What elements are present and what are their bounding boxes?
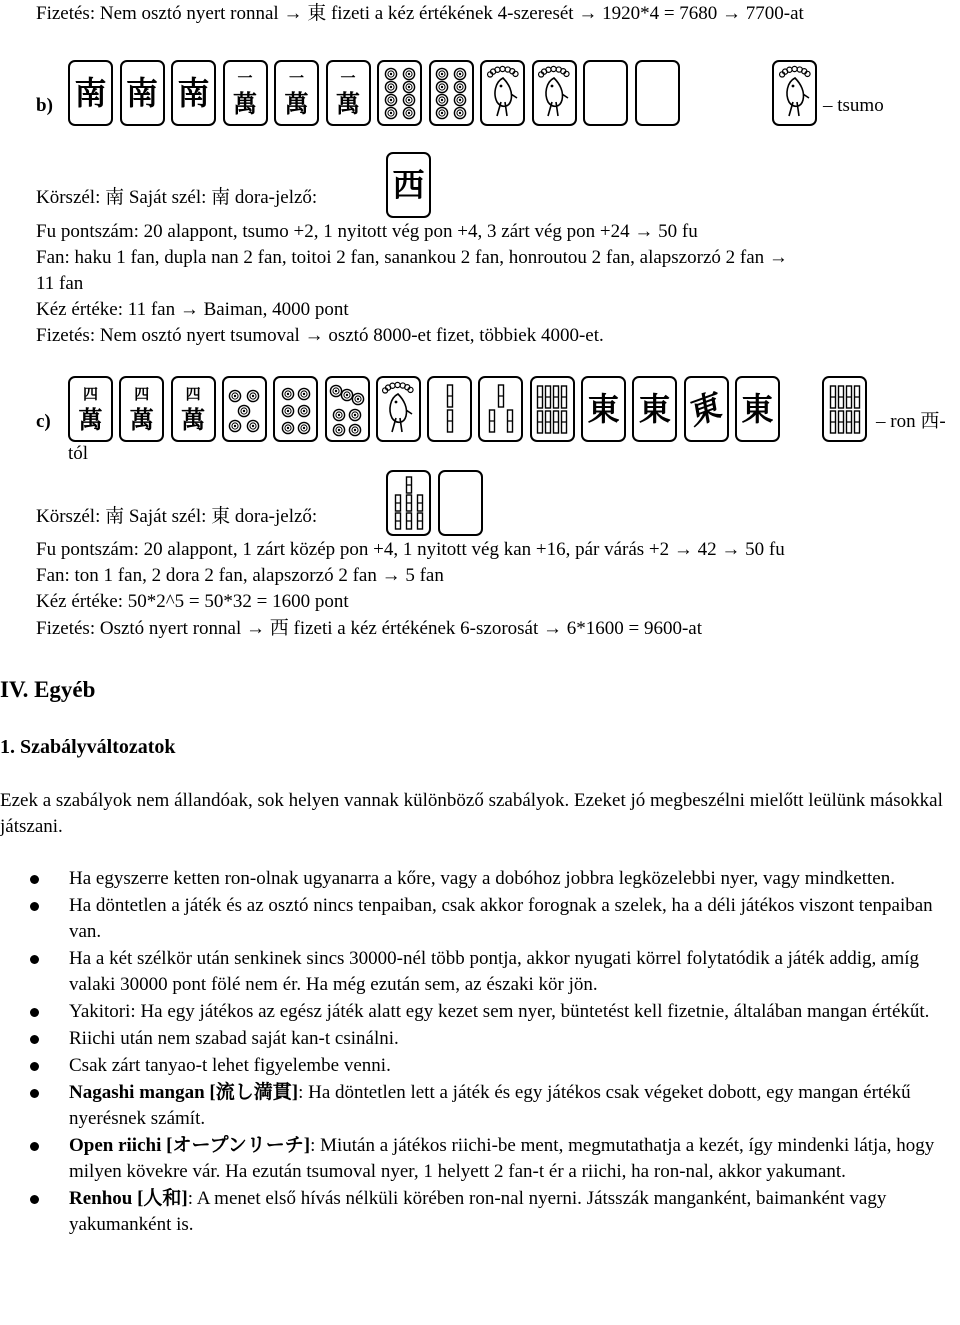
fan-line-c: Fan: ton 1 fan, 2 dora 2 fan, alapszorzó 2 fan → 5 fan <box>36 565 444 586</box>
tile-number: 四 <box>82 384 98 403</box>
winds-line-c: Körszél: 南 Saját szél: 東 dora-jelző: <box>36 506 318 527</box>
tile-glyph: 東 <box>587 390 620 428</box>
winning-tile-c <box>822 376 872 446</box>
subsection-title: 1. Szabályváltozatok <box>0 736 176 758</box>
rule-text: Csak zárt tanyao-t lehet figyelembe venni. <box>69 1055 391 1076</box>
value-line-b: Kéz értéke: 11 fan → Baiman, 4000 pont <box>36 299 349 320</box>
fu-line-b: Fu pontszám: 20 alappont, tsumo +2, 1 nyitott vég pon +4, 3 zárt vég pon +24 → 50 fu <box>36 221 698 242</box>
tile-glyph: 南 <box>177 74 210 112</box>
bullet-icon <box>30 1089 39 1098</box>
rule-keyword: Renhou [人和] <box>69 1188 188 1209</box>
dora-tile <box>438 470 483 536</box>
bullet-icon <box>30 902 39 911</box>
rule-text: Yakitori: Ha egy játékos az egész játék alatt egy kezet sem nyer, büntetést kell fizetnie, általában mangan értékűt. <box>69 1001 930 1022</box>
mahjong-tile <box>581 376 626 442</box>
fan-line-b-2: 11 fan <box>36 273 84 294</box>
rule-item <box>0 1026 950 1052</box>
circles-icon <box>224 380 264 438</box>
tile-glyph: 南 <box>125 74 158 112</box>
hand-c <box>68 376 808 446</box>
tile-number: 四 <box>185 384 201 403</box>
mahjong-tile <box>223 60 268 126</box>
example-label-c: c) <box>36 411 51 432</box>
mahjong-tile <box>480 60 525 126</box>
mahjong-tile <box>635 60 680 126</box>
bamboo-icon <box>481 380 521 438</box>
mahjong-tile <box>429 60 474 126</box>
winning-tile <box>772 60 817 126</box>
rule-text: Riichi után nem szabad saját kan-t csinálni. <box>69 1028 399 1049</box>
rule-text: Ha döntetlen a játék és az osztó nincs tenpaiban, csak akkor forognak a szelek, ha a déli játékos viszont tenpaiban van. <box>69 895 933 942</box>
mahjong-tile <box>377 60 422 126</box>
section-title: IV. Egyéb <box>0 677 96 702</box>
bullet-icon <box>30 1062 39 1071</box>
bullet-icon <box>30 955 39 964</box>
mahjong-tile <box>119 376 164 442</box>
dora-tile <box>386 470 431 536</box>
mahjong-tile <box>68 60 113 126</box>
tile-glyph: 西 <box>392 166 425 204</box>
mahjong-tile <box>222 376 267 442</box>
mahjong-tile <box>735 376 780 442</box>
mahjong-tile <box>478 376 523 442</box>
winning-tile-b <box>772 60 822 130</box>
bullet-icon <box>30 875 39 884</box>
tile-number: 一 <box>340 68 356 87</box>
rule-text: : Ha döntetlen lett a játék és egy játékos csak végeket dobott, egy mangan értékű nyerésnek számít. <box>69 1082 911 1129</box>
circles-icon <box>431 64 471 122</box>
example-label-b: b) <box>36 95 53 116</box>
peacock-icon <box>483 64 523 122</box>
dora-tile <box>386 152 431 218</box>
mahjong-tile <box>325 376 370 442</box>
peacock-icon <box>534 64 574 122</box>
dora-indicator-b <box>386 152 436 222</box>
mahjong-tile <box>68 376 113 442</box>
bullet-icon <box>30 1195 39 1204</box>
peacock-icon <box>378 380 418 438</box>
mahjong-tile <box>273 376 318 442</box>
tile-number: 四 <box>134 384 150 403</box>
rule-item <box>0 1133 950 1185</box>
payment-line-b: Fizetés: Nem osztó nyert tsumoval → osztó 8000-et fizet, többiek 4000-et. <box>36 325 604 346</box>
tile-glyph: 東 <box>638 390 671 428</box>
winds-line-b: Körszél: 南 Saját szél: 南 dora-jelző: <box>36 187 318 208</box>
rule-text: : A menet első hívás nélküli körében ron-nal nyerni. Játsszák manganként, baimanként vagy yakumanként is. <box>69 1188 887 1235</box>
fan-line-b-1: Fan: haku 1 fan, dupla nan 2 fan, toitoi 2 fan, sanankou 2 fan, honroutou 2 fan, alapszorzó 2 fan → <box>36 247 788 268</box>
rule-item <box>0 1080 950 1132</box>
rule-item <box>0 1186 950 1238</box>
fu-line-c: Fu pontszám: 20 alappont, 1 zárt közép pon +4, 1 nyitott vég kan +16, pár várás +2 → 42 → 50 fu <box>36 539 785 560</box>
circles-icon <box>380 64 420 122</box>
peacock-icon <box>775 64 815 122</box>
circles-icon <box>327 380 367 438</box>
hand-b <box>68 60 748 130</box>
mahjong-tile <box>532 60 577 126</box>
rule-keyword: Nagashi mangan [流し満貫] <box>69 1082 299 1103</box>
bullet-icon <box>30 1142 39 1151</box>
tile-glyph: 南 <box>74 74 107 112</box>
rule-item <box>0 999 950 1025</box>
rule-item <box>0 866 950 892</box>
mahjong-tile <box>376 376 421 442</box>
ron-label: – ron 西- <box>876 411 946 432</box>
bamboo-icon <box>430 380 470 438</box>
tile-number: 一 <box>288 68 304 87</box>
rule-item <box>0 946 950 998</box>
tile-suit: 萬 <box>181 404 206 434</box>
tile-number: 一 <box>237 68 253 87</box>
bullet-icon <box>30 1035 39 1044</box>
tile-suit: 萬 <box>336 88 360 118</box>
tile-glyph: 東 <box>687 384 725 434</box>
rule-variants-list <box>0 866 950 1239</box>
mahjong-tile <box>326 60 371 126</box>
rule-text: : Miután a játékos riichi-be ment, megmutathatja a kezét, így mindenki látja, hogy milyen kövekre vár. Ha ezután tsumoval nyer, 1 helyett 2 fan-t ér a riichi, ha ron-nal, akkor yakumant. <box>69 1135 935 1182</box>
dora-indicator-c <box>386 470 490 540</box>
circles-icon <box>276 380 316 438</box>
rule-text: Ha a két szélkör után senkinek sincs 30000-nél több pontja, akkor nyugati körrel folytatódik a játék addig, amíg valaki 30000 pont fölé nem ér. Ha még ezután sem, az északi kör jön. <box>69 948 920 995</box>
mahjong-tile <box>171 376 216 442</box>
bamboo-icon <box>532 380 572 438</box>
tsumo-label: – tsumo <box>823 95 884 116</box>
payment-line-c: Fizetés: Osztó nyert ronnal → 西 fizeti a kéz értékének 6-szorosát → 6*1600 = 9600-at <box>36 618 703 639</box>
value-line-c: Kéz értéke: 50*2^5 = 50*32 = 1600 pont <box>36 591 349 612</box>
ron-label-cont: tól <box>68 443 89 464</box>
mahjong-tile <box>583 60 628 126</box>
tile-suit: 萬 <box>284 88 309 118</box>
tile-suit: 萬 <box>78 404 103 434</box>
mahjong-tile <box>274 60 319 126</box>
mahjong-tile <box>120 60 165 126</box>
bamboo-icon <box>825 380 865 438</box>
tile-suit: 萬 <box>233 88 257 118</box>
mahjong-tile <box>632 376 677 442</box>
rule-text: Ha egyszerre ketten ron-olnak ugyanarra a kőre, vagy a dobóhoz jobbra legközelebbi nyer, vagy mindketten. <box>69 868 895 889</box>
bullet-icon <box>30 1008 39 1017</box>
tile-suit: 萬 <box>129 404 154 434</box>
rule-item <box>0 893 950 945</box>
rule-keyword: Open riichi [オープンリーチ] <box>69 1135 311 1156</box>
mahjong-tile <box>684 376 729 442</box>
tile-glyph: 東 <box>741 390 774 428</box>
mahjong-tile <box>530 376 575 442</box>
bamboo-icon <box>389 474 429 532</box>
intro-paragraph: Ezek a szabályok nem állandóak, sok helyen vannak különböző szabályok. Ezeket jó megbeszélni mielőtt leülünk másokkal játszani. <box>0 790 943 837</box>
payment-line-a: Fizetés: Nem osztó nyert ronnal → 東 fizeti a kéz értékének 4-szeresét → 1920*4 = 7680 → 7700-at <box>36 3 804 24</box>
winning-tile <box>822 376 867 442</box>
mahjong-tile <box>427 376 472 442</box>
mahjong-tile <box>171 60 216 126</box>
rule-item <box>0 1053 950 1079</box>
